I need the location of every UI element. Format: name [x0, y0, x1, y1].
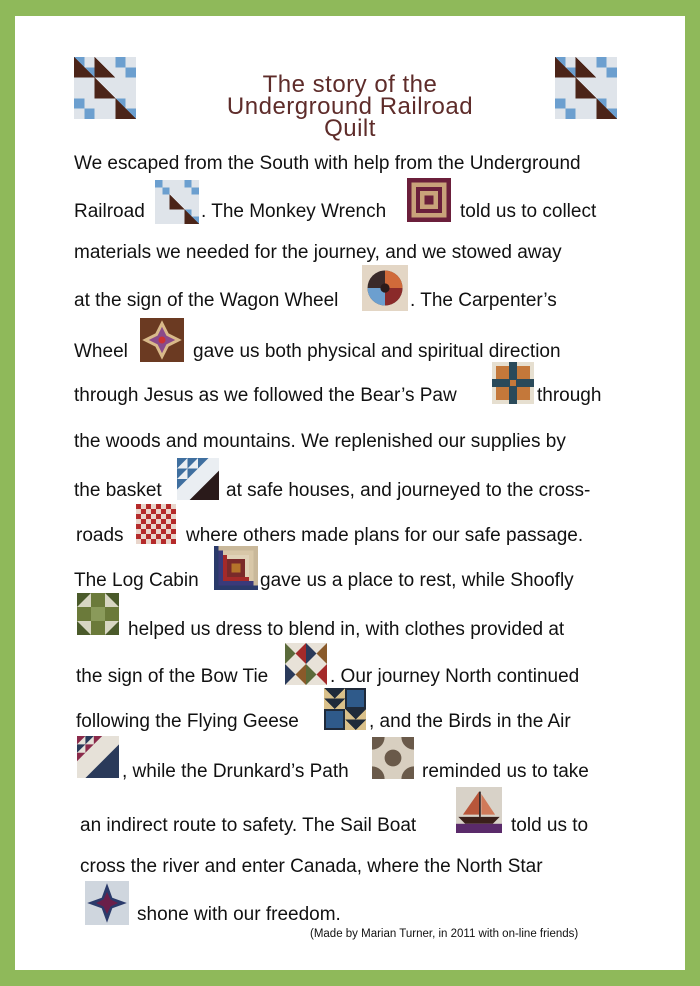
- story-line: roads: [76, 525, 124, 546]
- bow-tie-block-icon: [284, 643, 328, 685]
- story-line: through: [537, 385, 602, 406]
- story-line: . The Monkey Wrench: [201, 201, 387, 222]
- story-line: gave us a place to rest, while Shoofly: [260, 570, 574, 591]
- story-line: The Log Cabin: [74, 570, 199, 591]
- story-line: Railroad: [74, 201, 145, 222]
- underground-railroad-block-icon: [155, 180, 199, 224]
- story-line: told us to collect: [460, 201, 597, 222]
- story-line: following the Flying Geese: [76, 711, 299, 732]
- basket-block-icon: [176, 458, 220, 500]
- carpenters-wheel-block-icon: [140, 318, 184, 362]
- page-title-line-1: The story of the: [262, 71, 438, 98]
- story-line: reminded us to take: [422, 761, 589, 782]
- story-line: , while the Drunkard’s Path: [122, 761, 349, 782]
- monkey-wrench-block-icon: [407, 178, 451, 222]
- shoofly-block-icon: [76, 593, 120, 635]
- story-line: an indirect route to safety. The Sail Boat: [80, 815, 417, 836]
- story-line: the sign of the Bow Tie: [76, 666, 269, 687]
- story-line: . Our journey North continued: [330, 666, 580, 687]
- birds-in-the-air-block-icon: [76, 736, 120, 778]
- drunkards-path-block-icon: [370, 737, 416, 779]
- north-star-block-icon: [84, 881, 130, 925]
- story-line: told us to: [511, 815, 589, 836]
- story-line: at safe houses, and journeyed to the cross-: [226, 480, 591, 501]
- story-line: helped us dress to blend in, with clothes provided at: [128, 619, 565, 640]
- story-line: the basket: [74, 480, 162, 501]
- story-line: gave us both physical and spiritual direction: [193, 341, 561, 362]
- sail-boat-block-icon: [455, 787, 503, 833]
- story-line: cross the river and enter Canada, where the North Star: [80, 856, 543, 877]
- story-line: where others made plans for our safe passage.: [186, 525, 584, 546]
- story-line: materials we needed for the journey, and we stowed away: [74, 242, 562, 263]
- story-line: , and the Birds in the Air: [369, 711, 571, 732]
- credit-note: (Made by Marian Turner, in 2011 with on-line friends): [310, 928, 579, 940]
- story-line: through Jesus as we followed the Bear’s Paw: [74, 385, 457, 406]
- wagon-wheel-block-icon: [362, 265, 408, 311]
- story-line: Wheel: [74, 341, 128, 362]
- story-line: We escaped from the South with help from the Underground: [74, 153, 581, 174]
- crossroads-block-icon: [134, 504, 178, 544]
- story-line: . The Carpenter’s: [410, 290, 557, 311]
- page-title-line-3: Quilt: [324, 115, 376, 142]
- flying-geese-block-icon: [323, 688, 367, 730]
- story-line: shone with our freedom.: [137, 904, 341, 925]
- story-line: the woods and mountains. We replenished our supplies by: [74, 431, 566, 452]
- bears-paw-block-icon: [491, 362, 535, 404]
- log-cabin-block-icon: [214, 546, 258, 590]
- story-line: at the sign of the Wagon Wheel: [74, 290, 339, 311]
- page-title-line-2: Underground Railroad: [226, 93, 474, 120]
